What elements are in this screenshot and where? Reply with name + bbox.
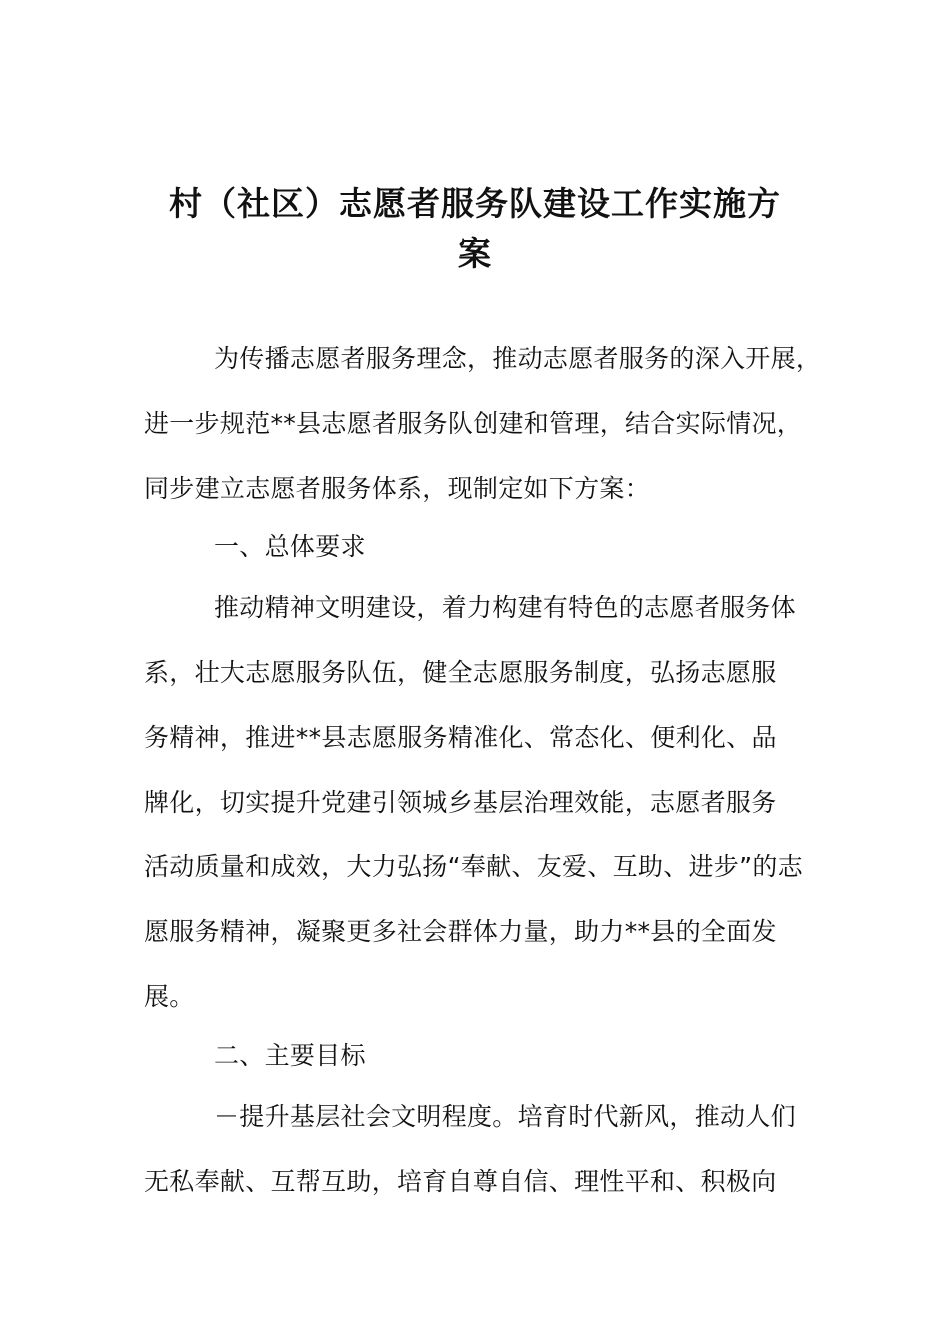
paragraph-section1-line-7: 展。	[144, 982, 195, 1011]
paragraph-section1-line-4: 牌化，切实提升党建引领城乡基层治理效能，志愿者服务	[144, 788, 777, 817]
paragraph-section1-line-1: 推动精神文明建设，着力构建有特色的志愿者服务体	[214, 593, 796, 622]
paragraph-intro-line-3: 同步建立志愿者服务体系，现制定如下方案：	[144, 474, 651, 503]
paragraph-intro-line-2: 进一步规范**县志愿者服务队创建和管理，结合实际情况，	[144, 409, 803, 438]
document-title-line-2: 案	[458, 234, 492, 273]
paragraph-section1-line-5: 活动质量和成效，大力弘扬“奉献、友爱、互助、进步”的志	[144, 852, 804, 881]
paragraph-section1-line-2: 系，壮大志愿服务队伍，健全志愿服务制度，弘扬志愿服	[144, 658, 777, 687]
paragraph-section1-line-6: 愿服务精神，凝聚更多社会群体力量，助力**县的全面发	[144, 917, 777, 946]
paragraph-section1-line-3: 务精神，推进**县志愿服务精准化、常态化、便利化、品	[144, 723, 777, 752]
document-title-line-1: 村（社区）志愿者服务队建设工作实施方	[169, 184, 781, 223]
section-heading-1: 一、总体要求	[214, 532, 366, 561]
paragraph-intro-line-1: 为传播志愿者服务理念，推动志愿者服务的深入开展，	[214, 344, 822, 373]
paragraph-section2-line-1: －提升基层社会文明程度。培育时代新风，推动人们	[214, 1102, 796, 1131]
paragraph-section2-line-2: 无私奉献、互帮互助，培育自尊自信、理性平和、积极向	[144, 1167, 777, 1196]
section-heading-2: 二、主要目标	[214, 1041, 366, 1070]
